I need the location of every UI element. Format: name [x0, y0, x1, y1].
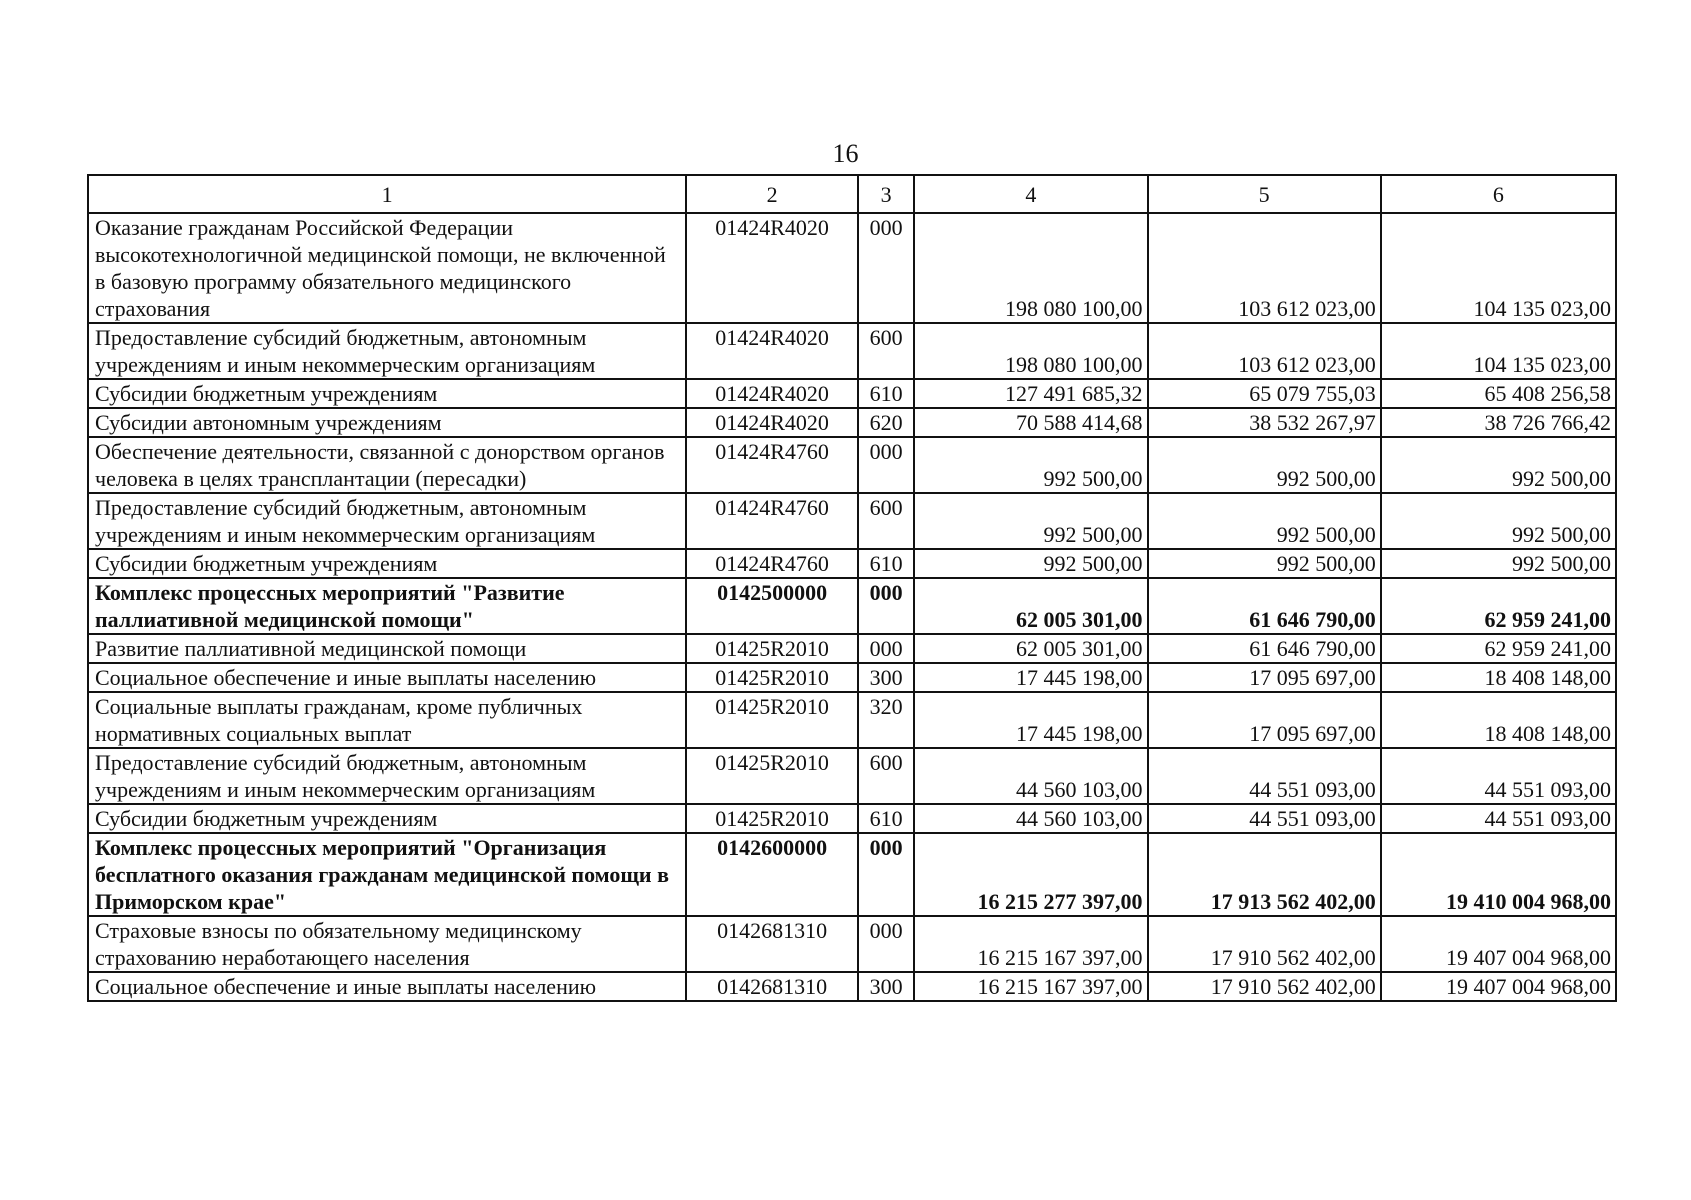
row-value-col6: 992 500,00	[1381, 493, 1616, 549]
row-name-cell: Предоставление субсидий бюджетным, автономным учреждениям и иным некоммерческим организациям	[88, 748, 686, 804]
row-name-cell: Социальное обеспечение и иные выплаты населению	[88, 972, 686, 1001]
row-value-col4: 16 215 277 397,00	[914, 833, 1147, 916]
row-value-col5: 44 551 093,00	[1148, 804, 1381, 833]
row-kvr-cell: 600	[858, 323, 914, 379]
row-value-col4: 198 080 100,00	[914, 323, 1147, 379]
table-header	[88, 175, 1616, 213]
row-value-col5: 103 612 023,00	[1148, 323, 1381, 379]
row-value-col5: 65 079 755,03	[1148, 379, 1381, 408]
row-kvr-cell: 320	[858, 692, 914, 748]
table-row	[88, 549, 1616, 578]
table-row	[88, 916, 1616, 972]
row-kvr-cell: 000	[858, 916, 914, 972]
table-row	[88, 379, 1616, 408]
table-row	[88, 972, 1616, 1001]
row-code-cell: 01424R4760	[686, 493, 858, 549]
row-value-col5: 38 532 267,97	[1148, 408, 1381, 437]
row-name-cell: Комплекс процессных мероприятий "Развитие паллиативной медицинской помощи"	[88, 578, 686, 634]
row-code-cell: 0142681310	[686, 916, 858, 972]
row-kvr-cell: 610	[858, 379, 914, 408]
row-value-col6: 19 407 004 968,00	[1381, 972, 1616, 1001]
row-kvr-cell: 000	[858, 578, 914, 634]
row-code-cell: 01424R4020	[686, 379, 858, 408]
table-row	[88, 663, 1616, 692]
row-value-col5: 17 095 697,00	[1148, 663, 1381, 692]
table-row	[88, 213, 1616, 323]
row-kvr-cell: 300	[858, 972, 914, 1001]
row-value-col4: 16 215 167 397,00	[914, 972, 1147, 1001]
header-col-5: 5	[1148, 175, 1381, 213]
table-row	[88, 748, 1616, 804]
row-value-col5: 17 095 697,00	[1148, 692, 1381, 748]
row-value-col4: 992 500,00	[914, 437, 1147, 493]
table-row	[88, 437, 1616, 493]
row-value-col4: 70 588 414,68	[914, 408, 1147, 437]
row-kvr-cell: 000	[858, 634, 914, 663]
row-code-cell: 0142681310	[686, 972, 858, 1001]
row-kvr-cell: 600	[858, 493, 914, 549]
header-col-6: 6	[1381, 175, 1616, 213]
row-value-col5: 44 551 093,00	[1148, 748, 1381, 804]
header-col-2: 2	[686, 175, 858, 213]
row-name-cell: Комплекс процессных мероприятий "Организация бесплатного оказания гражданам медицинской помощи в Приморском крае"	[88, 833, 686, 916]
table-row	[88, 323, 1616, 379]
table-body	[88, 213, 1616, 1001]
row-value-col6: 62 959 241,00	[1381, 634, 1616, 663]
row-value-col4: 62 005 301,00	[914, 578, 1147, 634]
row-value-col4: 16 215 167 397,00	[914, 916, 1147, 972]
row-value-col4: 992 500,00	[914, 493, 1147, 549]
row-name-cell: Социальные выплаты гражданам, кроме публичных нормативных социальных выплат	[88, 692, 686, 748]
row-kvr-cell: 600	[858, 748, 914, 804]
row-value-col5: 992 500,00	[1148, 493, 1381, 549]
table-row	[88, 408, 1616, 437]
row-name-cell: Субсидии бюджетным учреждениям	[88, 379, 686, 408]
row-value-col4: 992 500,00	[914, 549, 1147, 578]
row-code-cell: 0142600000	[686, 833, 858, 916]
row-value-col6: 18 408 148,00	[1381, 692, 1616, 748]
row-name-cell: Субсидии бюджетным учреждениям	[88, 804, 686, 833]
row-name-cell: Страховые взносы по обязательному медицинскому страхованию неработающего населения	[88, 916, 686, 972]
row-value-col6: 62 959 241,00	[1381, 578, 1616, 634]
row-name-cell: Обеспечение деятельности, связанной с донорством органов человека в целях трансплантации (пересадки)	[88, 437, 686, 493]
row-value-col5: 61 646 790,00	[1148, 578, 1381, 634]
row-value-col6: 104 135 023,00	[1381, 323, 1616, 379]
row-value-col4: 62 005 301,00	[914, 634, 1147, 663]
row-name-cell: Предоставление субсидий бюджетным, автономным учреждениям и иным некоммерческим организациям	[88, 323, 686, 379]
page-number: 16	[832, 139, 859, 168]
row-code-cell: 01425R2010	[686, 692, 858, 748]
row-value-col4: 17 445 198,00	[914, 663, 1147, 692]
row-value-col5: 103 612 023,00	[1148, 213, 1381, 323]
table-row	[88, 804, 1616, 833]
row-code-cell: 01425R2010	[686, 748, 858, 804]
row-value-col5: 17 910 562 402,00	[1148, 916, 1381, 972]
row-value-col5: 992 500,00	[1148, 437, 1381, 493]
row-code-cell: 01425R2010	[686, 804, 858, 833]
row-value-col6: 44 551 093,00	[1381, 804, 1616, 833]
row-value-col4: 127 491 685,32	[914, 379, 1147, 408]
row-name-cell: Предоставление субсидий бюджетным, автономным учреждениям и иным некоммерческим организациям	[88, 493, 686, 549]
row-value-col6: 992 500,00	[1381, 437, 1616, 493]
row-value-col5: 17 910 562 402,00	[1148, 972, 1381, 1001]
row-code-cell: 01424R4020	[686, 408, 858, 437]
table-row	[88, 833, 1616, 916]
row-code-cell: 0142500000	[686, 578, 858, 634]
row-value-col4: 44 560 103,00	[914, 748, 1147, 804]
budget-table	[87, 174, 1617, 1002]
row-value-col6: 19 410 004 968,00	[1381, 833, 1616, 916]
header-col-1: 1	[88, 175, 686, 213]
header-row	[88, 175, 1616, 213]
table-row	[88, 692, 1616, 748]
row-value-col4: 17 445 198,00	[914, 692, 1147, 748]
row-value-col6: 18 408 148,00	[1381, 663, 1616, 692]
row-name-cell: Субсидии автономным учреждениям	[88, 408, 686, 437]
row-code-cell: 01424R4760	[686, 437, 858, 493]
row-kvr-cell: 610	[858, 549, 914, 578]
row-value-col5: 61 646 790,00	[1148, 634, 1381, 663]
header-col-3: 3	[858, 175, 914, 213]
row-name-cell: Оказание гражданам Российской Федерации высокотехнологичной медицинской помощи, не включенной в базовую программу обязательного медицинского страхования	[88, 213, 686, 323]
table-row	[88, 578, 1616, 634]
row-value-col4: 44 560 103,00	[914, 804, 1147, 833]
row-kvr-cell: 000	[858, 833, 914, 916]
row-kvr-cell: 000	[858, 437, 914, 493]
row-kvr-cell: 620	[858, 408, 914, 437]
row-value-col5: 17 913 562 402,00	[1148, 833, 1381, 916]
table-row	[88, 634, 1616, 663]
row-value-col6: 19 407 004 968,00	[1381, 916, 1616, 972]
row-name-cell: Субсидии бюджетным учреждениям	[88, 549, 686, 578]
row-value-col5: 992 500,00	[1148, 549, 1381, 578]
row-kvr-cell: 000	[858, 213, 914, 323]
row-code-cell: 01424R4020	[686, 323, 858, 379]
row-name-cell: Развитие паллиативной медицинской помощи	[88, 634, 686, 663]
row-value-col6: 65 408 256,58	[1381, 379, 1616, 408]
row-value-col6: 992 500,00	[1381, 549, 1616, 578]
row-kvr-cell: 300	[858, 663, 914, 692]
row-name-cell: Социальное обеспечение и иные выплаты населению	[88, 663, 686, 692]
table-row	[88, 493, 1616, 549]
row-value-col6: 44 551 093,00	[1381, 748, 1616, 804]
header-col-4: 4	[914, 175, 1147, 213]
row-kvr-cell: 610	[858, 804, 914, 833]
row-code-cell: 01424R4020	[686, 213, 858, 323]
row-code-cell: 01425R2010	[686, 663, 858, 692]
row-value-col6: 38 726 766,42	[1381, 408, 1616, 437]
row-code-cell: 01424R4760	[686, 549, 858, 578]
row-code-cell: 01425R2010	[686, 634, 858, 663]
row-value-col4: 198 080 100,00	[914, 213, 1147, 323]
row-value-col6: 104 135 023,00	[1381, 213, 1616, 323]
